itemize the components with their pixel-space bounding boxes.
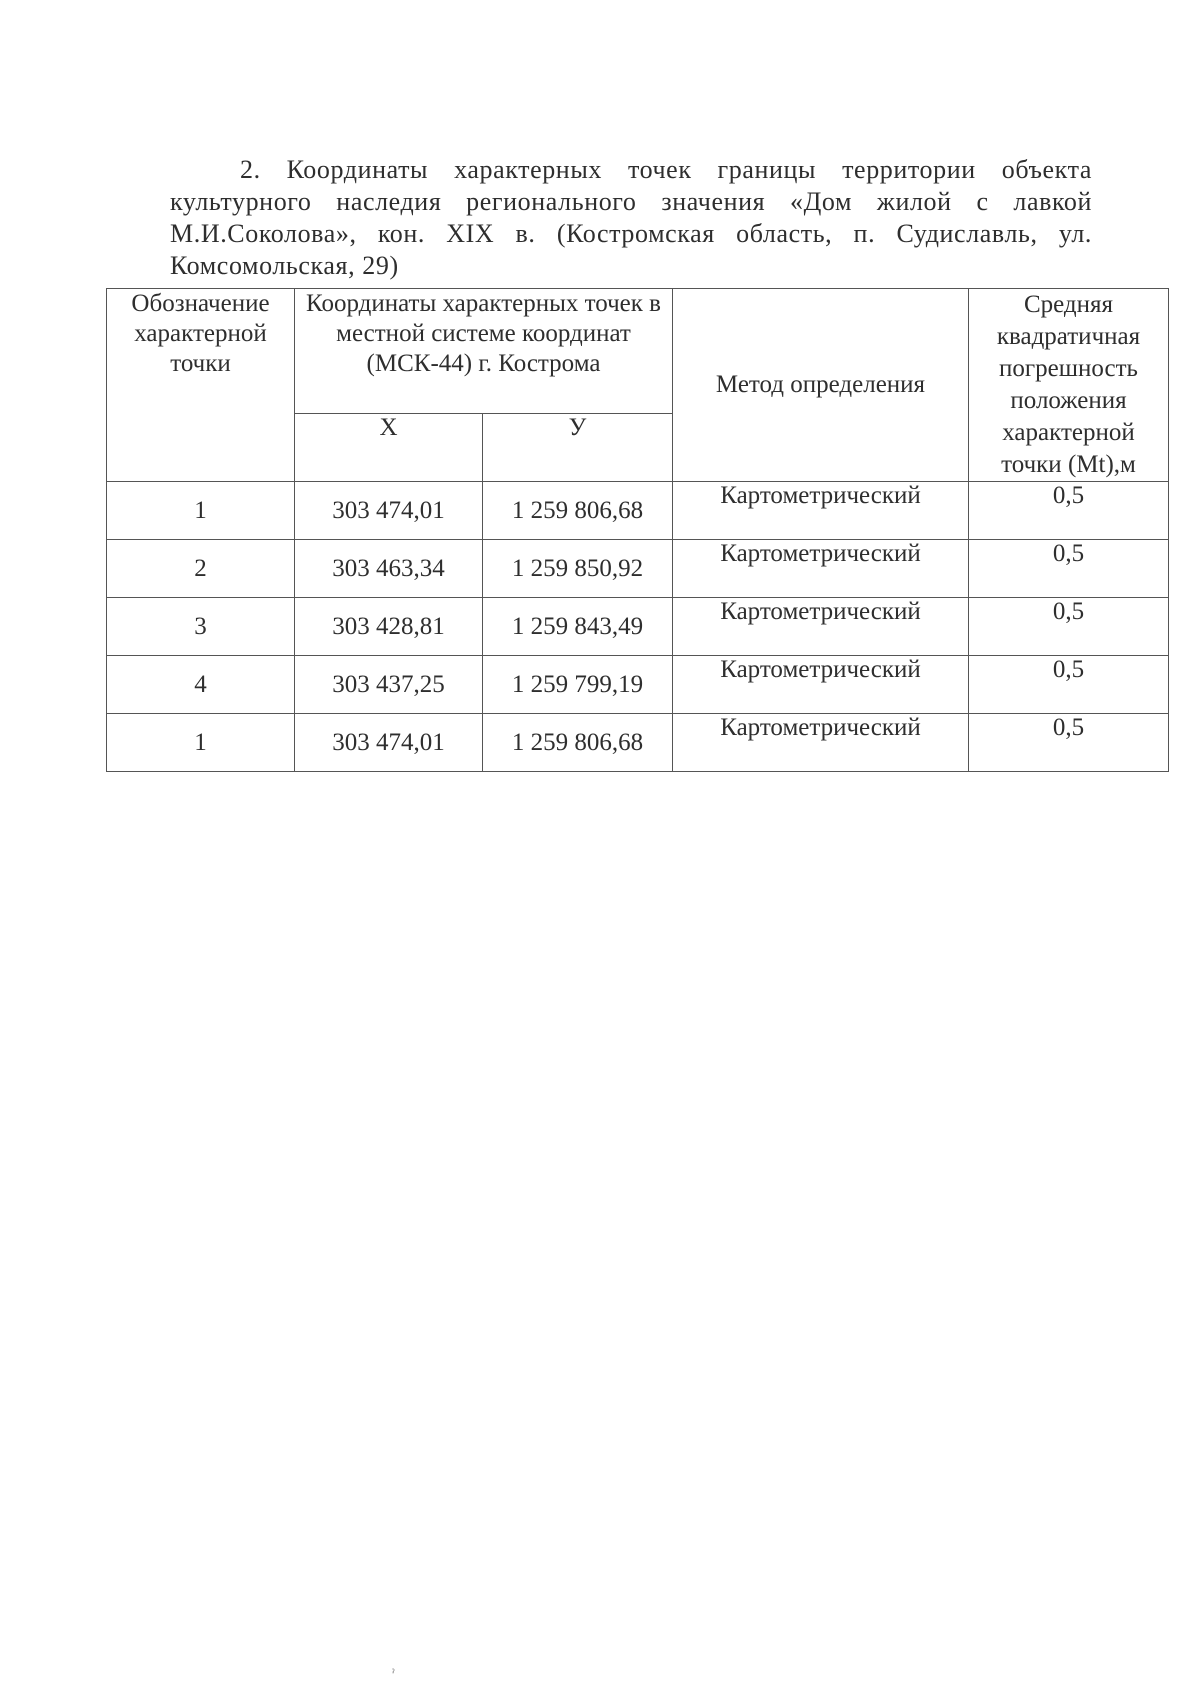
point-number: 2: [107, 540, 295, 598]
table-row: [107, 598, 1169, 656]
table-row: [107, 656, 1169, 714]
header-designation: Обозначение характерной точки: [107, 289, 295, 482]
error-value: 0,5: [969, 482, 1169, 540]
table-row: [107, 540, 1169, 598]
section-heading: 2. Координаты характерных точек границы территории объекта культурного наследия регионального значения «Дом жилой с лавкой М.И.Соколова», кон. XIX в. (Костромская область, п. Судиславль, ул. Комсомольская, 29): [170, 155, 1092, 280]
method: Картометрический: [673, 714, 969, 772]
table-row: [107, 482, 1169, 540]
error-value: 0,5: [969, 540, 1169, 598]
coord-x: 303 474,01: [295, 482, 483, 540]
point-number: 3: [107, 598, 295, 656]
header-error: Средняя квадратичная погрешность положения характерной точки (Mt),м: [969, 289, 1169, 482]
method: Картометрический: [673, 598, 969, 656]
point-number: 4: [107, 656, 295, 714]
coord-y: 1 259 799,19: [483, 656, 673, 714]
header-row: [107, 289, 1169, 414]
error-value: 0,5: [969, 714, 1169, 772]
coord-x: 303 428,81: [295, 598, 483, 656]
scan-mark: ˀ: [392, 1668, 395, 1679]
coordinates-table: [106, 288, 1169, 772]
coord-x: 303 474,01: [295, 714, 483, 772]
table-row: [107, 714, 1169, 772]
header-y: У: [483, 414, 673, 482]
header-coordinates: Координаты характерных точек в местной системе координат (МСК-44) г. Кострома: [295, 289, 673, 414]
header-method: Метод определения: [673, 289, 969, 482]
error-value: 0,5: [969, 598, 1169, 656]
method: Картометрический: [673, 540, 969, 598]
method: Картометрический: [673, 482, 969, 540]
coord-y: 1 259 806,68: [483, 482, 673, 540]
method: Картометрический: [673, 656, 969, 714]
coord-y: 1 259 850,92: [483, 540, 673, 598]
point-number: 1: [107, 714, 295, 772]
point-number: 1: [107, 482, 295, 540]
coord-x: 303 437,25: [295, 656, 483, 714]
coord-x: 303 463,34: [295, 540, 483, 598]
error-value: 0,5: [969, 656, 1169, 714]
coord-y: 1 259 806,68: [483, 714, 673, 772]
coord-y: 1 259 843,49: [483, 598, 673, 656]
header-x: Х: [295, 414, 483, 482]
